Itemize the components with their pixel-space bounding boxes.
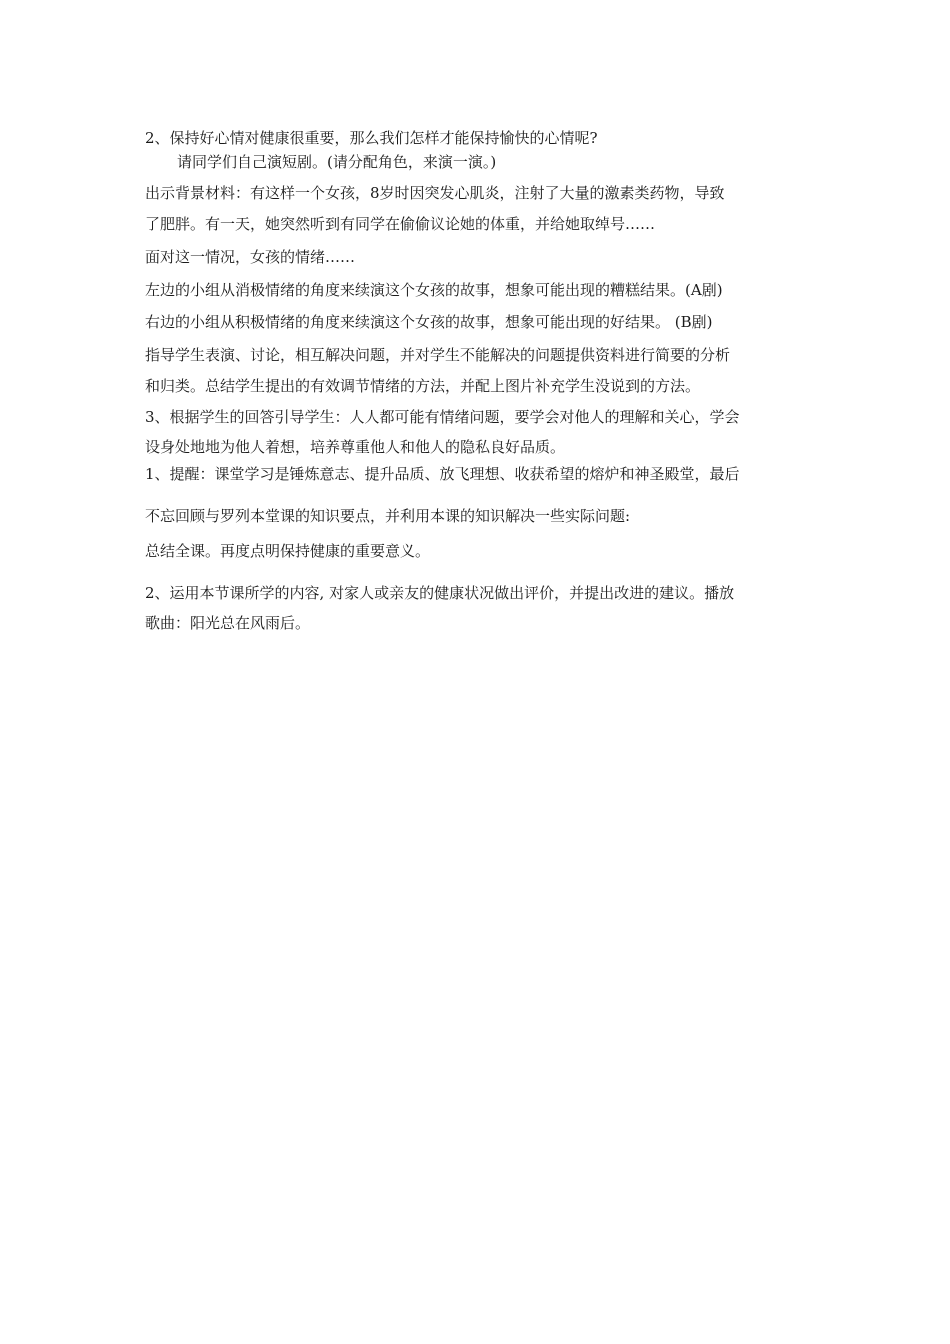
text-line: 了肥胖。有一天，她突然听到有同学在偷偷议论她的体重，并给她取绰号…… [145, 215, 656, 233]
text-line: 3、根据学生的回答引导学生：人人都可能有情绪问题，要学会对他人的理解和关心，学会 [145, 408, 740, 426]
text-line: 设身处地地为他人着想，培养尊重他人和他人的隐私良好品质。 [145, 438, 566, 456]
text-line: 总结全课。再度点明保持健康的重要意义。 [145, 542, 431, 560]
text-line: 出示背景材料：有这样一个女孩，8岁时因突发心肌炎，注射了大量的激素类药物，导致 [145, 184, 725, 202]
text-line: 2、运用本节课所学的内容, 对家人或亲友的健康状况做出评价，并提出改进的建议。播放 [145, 584, 735, 602]
text-line: 2、保持好心情对健康很重要，那么我们怎样才能保持愉快的心情呢? [145, 129, 598, 147]
text-line: 面对这一情况，女孩的情绪…… [145, 248, 356, 266]
text-line: 右边的小组从积极情绪的角度来续演这个女孩的故事，想象可能出现的好结果。 (B剧) [145, 313, 713, 331]
text-line: 请同学们自己演短剧。(请分配角色，来演一演。) [177, 153, 497, 171]
text-line: 左边的小组从消极情绪的角度来续演这个女孩的故事，想象可能出现的糟糕结果。(A剧) [145, 281, 723, 299]
text-line: 和归类。总结学生提出的有效调节情绪的方法，并配上图片补充学生没说到的方法。 [145, 377, 701, 395]
text-line: 指导学生表演、讨论，相互解决问题，并对学生不能解决的问题提供资料进行简要的分析 [145, 346, 731, 364]
text-line: 不忘回顾与罗列本堂课的知识要点，并利用本课的知识解决一些实际问题: [145, 507, 631, 525]
text-line: 1、提醒：课堂学习是锤炼意志、提升品质、放飞理想、收获希望的熔炉和神圣殿堂，最后 [145, 465, 740, 483]
text-line: 歌曲：阳光总在风雨后。 [145, 614, 311, 632]
